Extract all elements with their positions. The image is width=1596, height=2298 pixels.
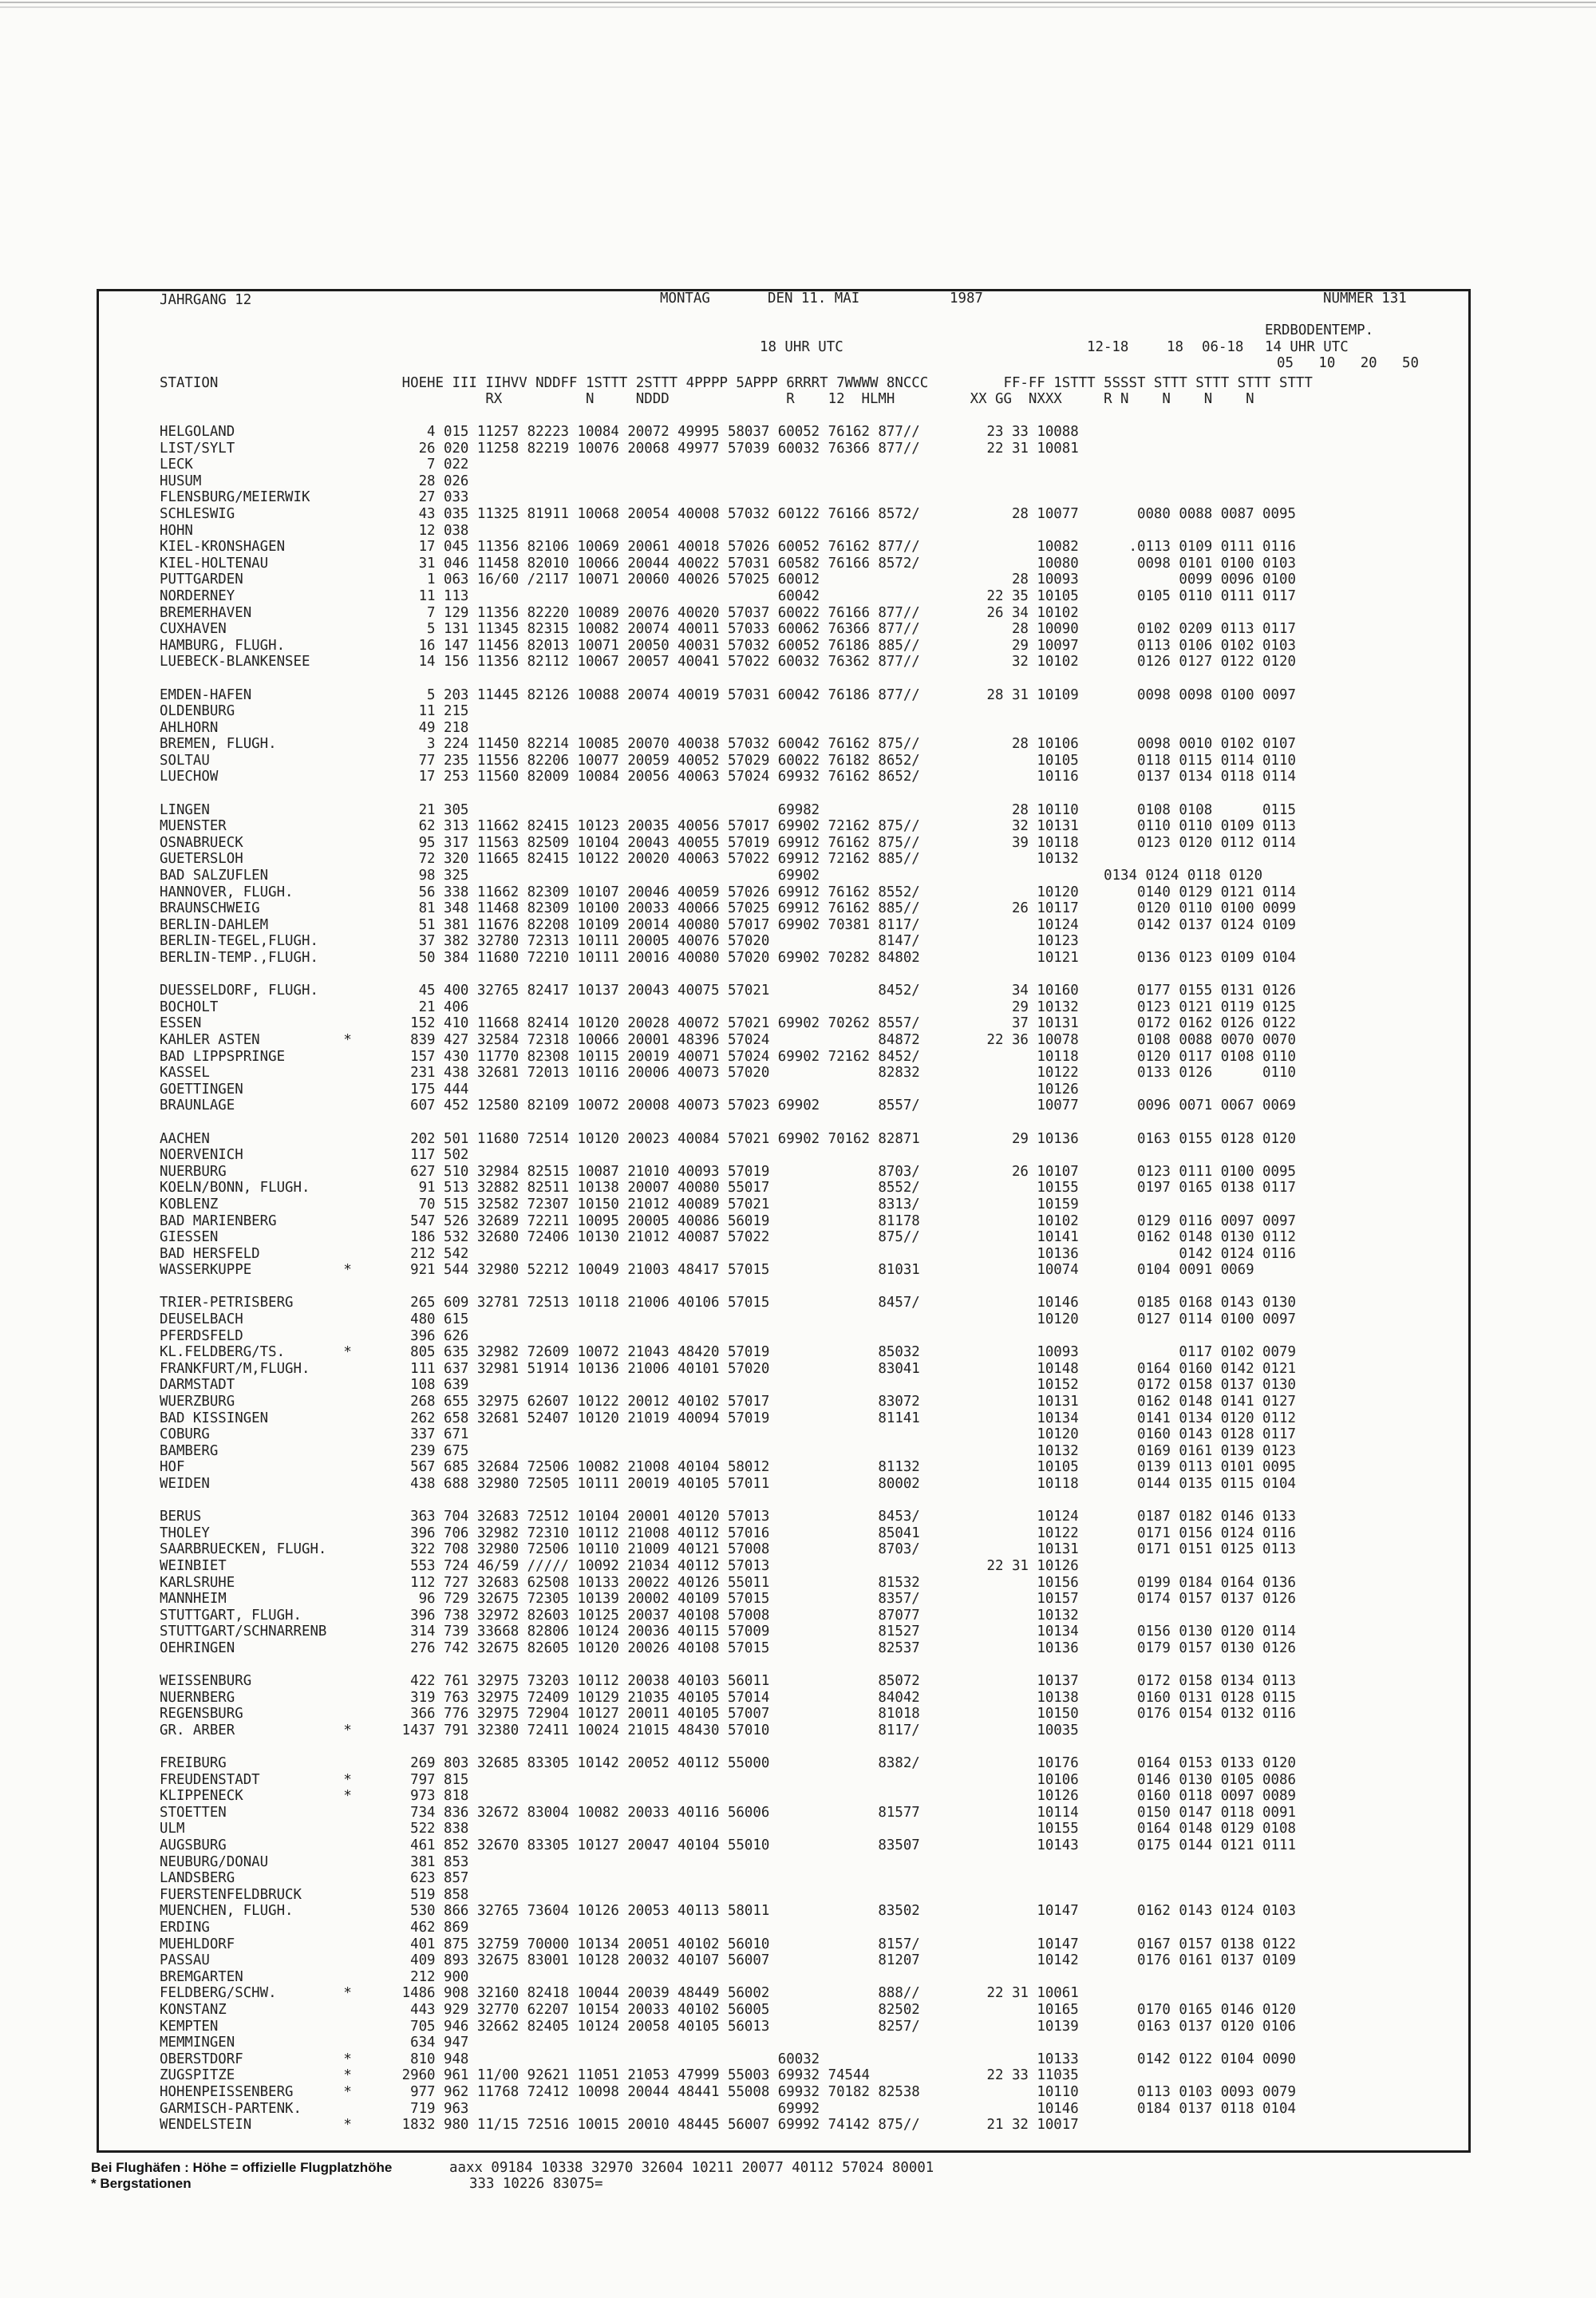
station-row: TRIER-PETRISBERG 265 609 32781 72513 10118 21006 40106 57015 8457/ 10146 0185 0168 0143 0130 xyxy=(160,1295,1296,1311)
scan-edge-top-2 xyxy=(0,6,1596,8)
station-row: BAD SALZUFLEN 98 325 69902 0134 0124 0118 0120 xyxy=(160,868,1263,884)
station-row: KOELN/BONN, FLUGH. 91 513 32882 82511 10138 20007 40080 55017 8552/ 10155 0197 0165 0138 0117 xyxy=(160,1180,1296,1196)
station-row: LIST/SYLT 26 020 11258 82219 10076 20068 49977 57039 60032 76366 877// 22 31 10081 xyxy=(160,440,1079,457)
station-row: BERUS 363 704 32683 72512 10104 20001 40120 57013 8453/ 10124 0187 0182 0146 0133 xyxy=(160,1509,1296,1525)
station-row: KONSTANZ 443 929 32770 62207 10154 20033 40102 56005 82502 10165 0170 0165 0146 0120 xyxy=(160,2002,1296,2018)
group-18utc: 18 UHR UTC xyxy=(760,339,843,355)
station-row: FREUDENSTADT * 797 815 10106 0146 0130 0105 0086 xyxy=(160,1771,1296,1788)
row-spacer xyxy=(160,1493,1296,1509)
station-row: HOHN 12 038 xyxy=(160,522,469,539)
station-row: WENDELSTEIN * 1832 980 11/15 72516 10015 20010 48445 56007 69992 74142 875// 21 32 10017 xyxy=(160,2117,1079,2134)
station-row: ULM 522 838 10155 0164 0148 0129 0108 xyxy=(160,1821,1296,1837)
station-row: WEISSENBURG 422 761 32975 73203 10112 20038 40103 56011 85072 10137 0172 0158 0134 0113 xyxy=(160,1673,1296,1690)
station-row: PASSAU 409 893 32675 83001 10128 20032 40107 56007 81207 10142 0176 0161 0137 0109 xyxy=(160,1952,1296,1969)
station-row: GR. ARBER * 1437 791 32380 72411 10024 21015 48430 57010 8117/ 10035 xyxy=(160,1722,1079,1738)
station-row: BAD KISSINGEN 262 658 32681 52407 10120 21019 40094 57019 81141 10134 0141 0134 0120 0112 xyxy=(160,1410,1296,1426)
station-row: HOF 567 685 32684 72506 10082 21008 40104 58012 81132 10105 0139 0113 0101 0095 xyxy=(160,1459,1296,1476)
station-row: LUECHOW 17 253 11560 82009 10084 20056 40063 57024 69932 76162 8652/ 10116 0137 0134 0118 0114 xyxy=(160,769,1296,785)
row-spacer xyxy=(160,967,1296,983)
station-row: HELGOLAND 4 015 11257 82223 10084 20072 49995 58037 60052 76162 877// 23 33 10088 xyxy=(160,424,1079,440)
station-row: MEMMINGEN 634 947 xyxy=(160,2035,469,2051)
scan-edge-top xyxy=(0,2,1596,3)
station-row: WASSERKUPPE * 921 544 32980 52212 10049 21003 48417 57015 81031 10074 0104 0091 0069 xyxy=(160,1262,1254,1279)
station-row: FLENSBURG/MEIERWIK 27 033 xyxy=(160,489,469,506)
station-row: FUERSTENFELDBRUCK 519 858 xyxy=(160,1886,469,1903)
row-spacer xyxy=(160,785,1296,802)
station-row: MUENCHEN, FLUGH. 530 866 32765 73604 10126 20053 40113 58011 83502 10147 0162 0143 0124 0103 xyxy=(160,1903,1296,1920)
station-row: STOETTEN 734 836 32672 83004 10082 20033 40116 56006 81577 10114 0150 0147 0118 0091 xyxy=(160,1804,1296,1821)
station-row: KOBLENZ 70 515 32582 72307 10150 21012 40089 57021 8313/ 10159 xyxy=(160,1196,1079,1212)
footnote-mountain: * Bergstationen xyxy=(91,2176,192,2191)
station-row: MUENSTER 62 313 11662 82415 10123 20035 40056 57017 69902 72162 875// 32 10131 0110 0110 0109 0113 xyxy=(160,818,1296,835)
station-row: GOETTINGEN 175 444 10126 xyxy=(160,1081,1079,1098)
station-row: BERLIN-TEGEL,FLUGH. 37 382 32780 72313 10111 20005 40076 57020 8147/ 10123 xyxy=(160,933,1079,950)
jahrgang: JAHRGANG 12 xyxy=(160,292,252,308)
synop-code-line1: aaxx 09184 10338 32970 32604 10211 20077 40112 57024 80001 xyxy=(449,2160,934,2176)
station-row: SCHLESWIG 43 035 11325 81911 10068 20054 40008 57032 60122 76166 8572/ 28 10077 0080 0088 0087 0095 xyxy=(160,505,1296,522)
station-row: BREMGARTEN 212 900 xyxy=(160,1968,469,1985)
station-row: PUTTGARDEN 1 063 16/60 /2117 10071 20060 40026 57025 60012 28 10093 0099 0096 0100 xyxy=(160,572,1296,588)
station-row: NEUBURG/DONAU 381 853 xyxy=(160,1853,469,1870)
row-spacer xyxy=(160,1279,1296,1295)
station-row: SOLTAU 77 235 11556 82206 10077 20059 40052 57029 60022 76182 8652/ 10105 0118 0115 0114 0110 xyxy=(160,752,1296,769)
station-row: ESSEN 152 410 11668 82414 10120 20028 40072 57021 69902 70262 8557/ 37 10131 0172 0162 0126 0122 xyxy=(160,1015,1296,1032)
station-row: FREIBURG 269 803 32685 83305 10142 20052 40112 55000 8382/ 10176 0164 0153 0133 0120 xyxy=(160,1755,1296,1772)
station-row: AUGSBURG 461 852 32670 83305 10127 20047 40104 55010 83507 10143 0175 0144 0121 0111 xyxy=(160,1837,1296,1854)
station-row: COBURG 337 671 10120 0160 0143 0128 0117 xyxy=(160,1426,1296,1443)
station-row: HUSUM 28 026 xyxy=(160,473,469,489)
row-spacer xyxy=(160,1739,1296,1756)
row-spacer xyxy=(160,1114,1296,1131)
station-row: KAHLER ASTEN * 839 427 32584 72318 10066 20001 48396 57024 84872 22 36 10078 0108 0088 0070 0070 xyxy=(160,1031,1296,1048)
station-row: KIEL-HOLTENAU 31 046 11458 82010 10066 20044 40022 57031 60582 76166 8572/ 10080 0098 0101 0100 0103 xyxy=(160,555,1296,572)
station-row: OBERSTDORF * 810 948 60032 10133 0142 0122 0104 0090 xyxy=(160,2051,1296,2067)
row-spacer xyxy=(160,670,1296,687)
station-row: FRANKFURT/M,FLUGH. 111 637 32981 51914 10136 21006 40101 57020 83041 10148 0164 0160 0142 0121 xyxy=(160,1360,1296,1377)
issue-number: NUMMER 131 xyxy=(1323,291,1407,307)
station-row: OEHRINGEN 276 742 32675 82605 10120 20026 40108 57015 82537 10136 0179 0157 0130 0126 xyxy=(160,1639,1296,1656)
station-row: HOHENPEISSENBERG * 977 962 11768 72412 10098 20044 48441 55008 69932 70182 82538 10110 0113 0103 0093 0079 xyxy=(160,2083,1296,2100)
station-row: HANNOVER, FLUGH. 56 338 11662 82309 10107 20046 40059 57026 69912 76162 8552/ 10120 0140 0129 0121 0114 xyxy=(160,884,1296,900)
column-headers: STATION HOEHE III IIHVV NDDFF 1STTT 2STTT 4PPPP 5APPP 6RRRT 7WWWW 8NCCC FF-FF 1STTT 5SSST STTT STTT STTT STTT xyxy=(160,375,1313,391)
station-row: LANDSBERG 623 857 xyxy=(160,1870,469,1887)
station-row: EMDEN-HAFEN 5 203 11445 82126 10088 20074 40019 57031 60042 76186 877// 28 31 10109 0098 0098 0100 0097 xyxy=(160,686,1296,703)
station-row: BREMEN, FLUGH. 3 224 11450 82214 10085 20070 40038 57032 60042 76162 875// 28 10106 0098 0010 0102 0107 xyxy=(160,736,1296,753)
station-row: AHLHORN 49 218 xyxy=(160,719,469,736)
station-row: STUTTGART, FLUGH. 396 738 32972 82603 10125 20037 40108 57008 87077 10132 xyxy=(160,1607,1079,1624)
year: 1987 xyxy=(950,291,983,307)
station-row: DARMSTADT 108 639 10152 0172 0158 0137 0130 xyxy=(160,1377,1296,1394)
station-row: OSNABRUECK 95 317 11563 82509 10104 20043 40055 57019 69912 76162 875// 39 10118 0123 0120 0112 0114 xyxy=(160,834,1296,851)
station-row: KIEL-KRONSHAGEN 17 045 11356 82106 10069 20061 40018 57026 60052 76162 877// 10082 .0113 0109 0111 0116 xyxy=(160,539,1296,556)
station-row: GUETERSLOH 72 320 11665 82415 10122 20020 40063 57022 69912 72162 885// 10132 xyxy=(160,851,1079,868)
station-row: LUEBECK-BLANKENSEE 14 156 11356 82112 10067 20057 40041 57022 60032 76362 877// 32 10102 0126 0127 0122 0120 xyxy=(160,654,1296,670)
station-row: BRAUNSCHWEIG 81 348 11468 82309 10100 20033 40066 57025 69912 76162 885// 26 10117 0120 0110 0100 0099 xyxy=(160,900,1296,917)
station-row: HAMBURG, FLUGH. 16 147 11456 82013 10071 20050 40031 57032 60052 76186 885// 29 10097 0113 0106 0102 0103 xyxy=(160,637,1296,654)
station-row: KL.FELDBERG/TS. * 805 635 32982 72609 10072 21043 48420 57019 85032 10093 0117 0102 0079 xyxy=(160,1344,1296,1361)
column-subheaders: RX N NDDD R 12 HLMH XX GG NXXX R N N N N xyxy=(160,391,1254,407)
station-row: WUERZBURG 268 655 32975 62607 10122 20012 40102 57017 83072 10131 0162 0148 0141 0127 xyxy=(160,1394,1296,1410)
station-row: BREMERHAVEN 7 129 11356 82220 10089 20076 40020 57037 60022 76166 877// 26 34 10102 xyxy=(160,604,1079,621)
soil-depths: 05 10 20 50 xyxy=(1277,355,1419,371)
station-row: BAMBERG 239 675 10132 0169 0161 0139 0123 xyxy=(160,1442,1296,1459)
station-row: KASSEL 231 438 32681 72013 10116 20006 40073 57020 82832 10122 0133 0126 0110 xyxy=(160,1065,1296,1082)
date: DEN 11. MAI xyxy=(768,291,860,307)
station-row: KEMPTEN 705 946 32662 82405 10124 20058 40105 56013 8257/ 10139 0163 0137 0120 0106 xyxy=(160,2018,1296,2035)
station-row: STUTTGART/SCHNARRENB 314 739 33668 82806 10124 20036 40115 57009 81527 10134 0156 0130 0120 0114 xyxy=(160,1624,1296,1640)
station-row: BRAUNLAGE 607 452 12580 82109 10072 20008 40073 57023 69902 8557/ 10077 0096 0071 0067 0069 xyxy=(160,1098,1296,1114)
station-row: BAD LIPPSPRINGE 157 430 11770 82308 10115 20019 40071 57024 69902 72162 8452/ 10118 0120 0117 0108 0110 xyxy=(160,1048,1296,1065)
station-row: ZUGSPITZE * 2960 961 11/00 92621 11051 21053 47999 55003 69932 74544 22 33 11035 xyxy=(160,2067,1079,2084)
station-row: MUEHLDORF 401 875 32759 70000 10134 20051 40102 56010 8157/ 10147 0167 0157 0138 0122 xyxy=(160,1936,1296,1952)
weekday: MONTAG xyxy=(660,291,710,307)
station-row: DEUSELBACH 480 615 10120 0127 0114 0100 0097 xyxy=(160,1311,1296,1328)
footnote-airport: Bei Flughäfen : Höhe = offizielle Flugplatzhöhe xyxy=(91,2160,393,2175)
station-row: BOCHOLT 21 406 29 10132 0123 0121 0119 0125 xyxy=(160,999,1296,1015)
station-row: OLDENBURG 11 215 xyxy=(160,703,469,720)
station-row: DUESSELDORF, FLUGH. 45 400 32765 82417 10137 20043 40075 57021 8452/ 34 10160 0177 0155 0131 0126 xyxy=(160,983,1296,999)
soil-temp-title: ERDBODENTEMP. xyxy=(1265,322,1374,338)
station-row: AACHEN 202 501 11680 72514 10120 20023 40084 57021 69902 70162 82871 29 10136 0163 0155 0128 0120 xyxy=(160,1130,1296,1147)
row-spacer xyxy=(160,1657,1296,1674)
station-row: BAD MARIENBERG 547 526 32689 72211 10095 20005 40086 56019 81178 10102 0129 0116 0097 0097 xyxy=(160,1212,1296,1229)
station-table xyxy=(160,424,1296,2134)
station-row: MANNHEIM 96 729 32675 72305 10139 20002 40109 57015 8357/ 10157 0174 0157 0137 0126 xyxy=(160,1591,1296,1608)
group-12-18: 12-18 xyxy=(1087,339,1129,355)
station-row: GIESSEN 186 532 32680 72406 10130 21012 40087 57022 875// 10141 0162 0148 0130 0112 xyxy=(160,1229,1296,1246)
station-row: GARMISCH-PARTENK. 719 963 69992 10146 0184 0137 0118 0104 xyxy=(160,2100,1296,2117)
station-row: SAARBRUECKEN, FLUGH. 322 708 32980 72506 10110 21009 40121 57008 8703/ 10131 0171 0151 0125 0113 xyxy=(160,1541,1296,1558)
station-row: KARLSRUHE 112 727 32683 62508 10133 20022 40126 55011 81532 10156 0199 0184 0164 0136 xyxy=(160,1574,1296,1591)
station-row: NOERVENICH 117 502 xyxy=(160,1147,469,1164)
station-row: BAD HERSFELD 212 542 10136 0142 0124 0116 xyxy=(160,1245,1296,1262)
soil-temp-sub: 14 UHR UTC xyxy=(1265,339,1349,355)
station-row: NUERBURG 627 510 32984 82515 10087 21010 40093 57019 8703/ 26 10107 0123 0111 0100 0095 xyxy=(160,1163,1296,1180)
station-row: WEINBIET 553 724 46/59 ///// 10092 21034 40112 57013 22 31 10126 xyxy=(160,1557,1079,1574)
station-row: ERDING 462 869 xyxy=(160,1920,469,1936)
station-row: BERLIN-TEMP.,FLUGH. 50 384 11680 72210 10111 20016 40080 57020 69902 70282 84802 10121 0136 0123 0109 0104 xyxy=(160,950,1296,966)
station-row: KLIPPENECK * 973 818 10126 0160 0118 0097 0089 xyxy=(160,1788,1296,1805)
station-row: BERLIN-DAHLEM 51 381 11676 82208 10109 20014 40080 57017 69902 70381 8117/ 10124 0142 0137 0124 0109 xyxy=(160,916,1296,933)
station-row: NORDERNEY 11 113 60042 22 35 10105 0105 0110 0111 0117 xyxy=(160,587,1296,604)
station-row: PFERDSFELD 396 626 xyxy=(160,1327,469,1344)
group-18: 18 xyxy=(1167,339,1183,355)
station-row: CUXHAVEN 5 131 11345 82315 10082 20074 40011 57033 60062 76366 877// 28 10090 0102 0209 0113 0117 xyxy=(160,621,1296,638)
station-row: THOLEY 396 706 32982 72310 10112 21008 40112 57016 85041 10122 0171 0156 0124 0116 xyxy=(160,1525,1296,1541)
station-row: WEIDEN 438 688 32980 72505 10111 20019 40105 57011 80002 10118 0144 0135 0115 0104 xyxy=(160,1476,1296,1492)
station-row: LINGEN 21 305 69982 28 10110 0108 0108 0115 xyxy=(160,801,1296,818)
synop-code-line2: 333 10226 83075= xyxy=(469,2176,603,2192)
station-row: REGENSBURG 366 776 32975 72904 10127 20011 40105 57007 81018 10150 0176 0154 0132 0116 xyxy=(160,1706,1296,1723)
station-row: FELDBERG/SCHW. * 1486 908 32160 82418 10044 20039 48449 56002 888// 22 31 10061 xyxy=(160,1985,1079,2002)
station-row: NUERNBERG 319 763 32975 72409 10129 21035 40105 57014 84042 10138 0160 0131 0128 0115 xyxy=(160,1689,1296,1706)
station-row: LECK 7 022 xyxy=(160,457,469,473)
group-06-18: 06-18 xyxy=(1202,339,1244,355)
